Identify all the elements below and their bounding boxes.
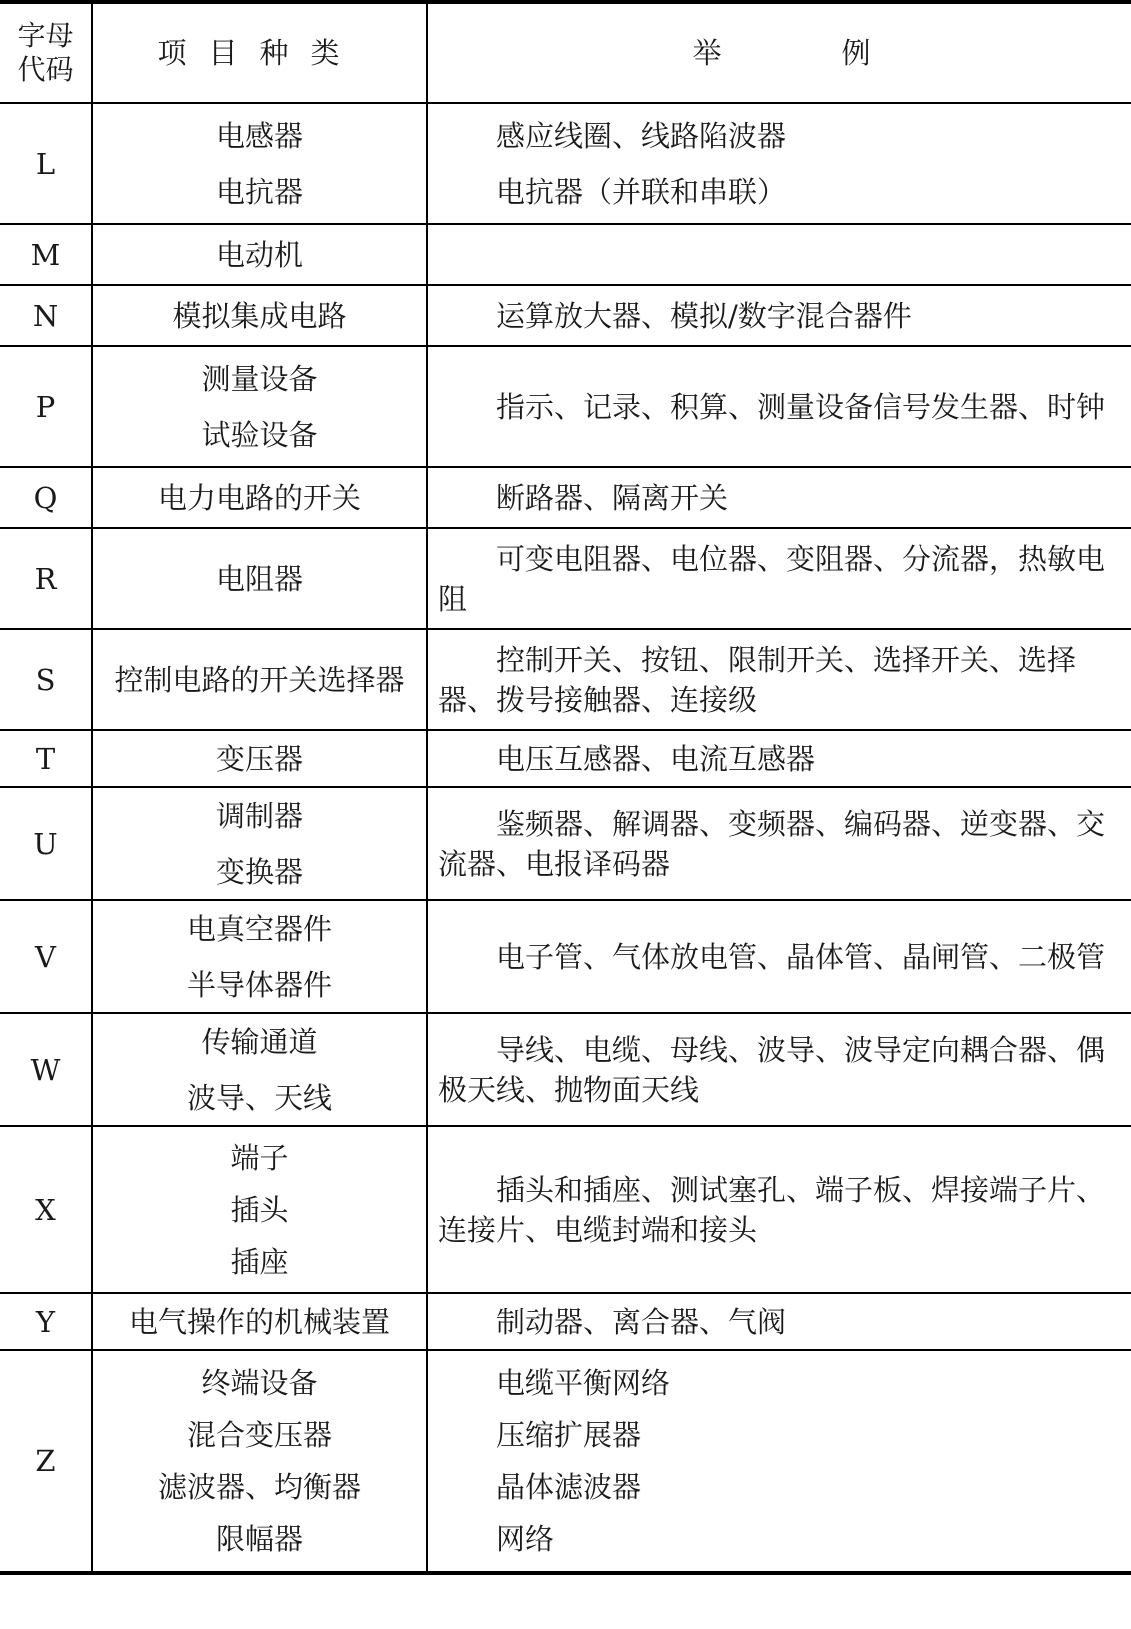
- example-text: 压缩扩展器: [496, 1418, 642, 1452]
- letter-code: U: [33, 826, 58, 861]
- header-example-a: 举: [692, 36, 722, 70]
- example-cell: [428, 731, 1131, 788]
- header-example-cell: [428, 4, 1131, 104]
- category-cell: [93, 529, 428, 630]
- example-cell: [428, 1294, 1131, 1351]
- category-item: 波导、天线: [186, 1080, 332, 1115]
- category-cell: [93, 347, 428, 468]
- code-cell: [0, 731, 93, 788]
- letter-code: Z: [35, 1444, 56, 1478]
- letter-code: T: [35, 741, 56, 776]
- letter-code: S: [35, 662, 56, 697]
- category-cell: [93, 1294, 428, 1351]
- example-text: 网络: [496, 1522, 555, 1556]
- category-item: 终端设备: [201, 1366, 318, 1400]
- letter-code: W: [30, 1052, 61, 1087]
- code-cell: [0, 901, 93, 1014]
- category-item: 半导体器件: [186, 967, 332, 1002]
- example-cell: [428, 225, 1131, 286]
- code-cell: [0, 1014, 93, 1127]
- code-cell: [0, 788, 93, 901]
- category-item: 限幅器: [215, 1522, 303, 1556]
- category-item: 变换器: [215, 854, 303, 889]
- category-cell: [93, 630, 428, 731]
- category-item: 模拟集成电路: [172, 298, 347, 333]
- code-cell: [0, 286, 93, 347]
- header-example-b: 例: [841, 36, 871, 70]
- category-cell: [93, 901, 428, 1014]
- example-cell: [428, 347, 1131, 468]
- example-cell: [428, 104, 1131, 225]
- example-cell: [428, 901, 1131, 1014]
- example-cell: [428, 1014, 1131, 1127]
- header-code-line2: 代码: [17, 53, 74, 86]
- category-item: 电力电路的开关: [157, 480, 361, 515]
- category-item: 变压器: [215, 741, 303, 776]
- letter-code: P: [35, 389, 56, 424]
- category-item: 测量设备: [201, 361, 318, 396]
- category-item: 插座: [230, 1244, 289, 1279]
- category-item: 端子: [230, 1140, 289, 1175]
- example-text: 感应线圈、线路陷波器: [496, 118, 787, 153]
- category-item: 电气操作的机械装置: [128, 1304, 390, 1339]
- example-text: 断路器、隔离开关: [496, 480, 729, 515]
- letter-code: M: [30, 237, 61, 272]
- category-cell: [93, 788, 428, 901]
- example-cell: [428, 529, 1131, 630]
- example-cell: [428, 630, 1131, 731]
- category-cell: [93, 104, 428, 225]
- code-cell: [0, 104, 93, 225]
- category-item: 控制电路的开关选择器: [114, 662, 405, 697]
- code-cell: [0, 529, 93, 630]
- category-item: 电真空器件: [186, 911, 332, 946]
- example-text: 电抗器（并联和串联）: [496, 174, 787, 209]
- letter-code: Y: [35, 1304, 56, 1339]
- category-cell: [93, 1014, 428, 1127]
- category-item: 插头: [230, 1192, 289, 1227]
- category-cell: [93, 1351, 428, 1571]
- letter-code: X: [35, 1192, 56, 1227]
- category-item: 电抗器: [215, 174, 303, 209]
- example-text: 电压互感器、电流互感器: [496, 741, 816, 776]
- example-cell: [428, 1127, 1131, 1294]
- category-item: 电阻器: [215, 561, 303, 596]
- category-item: 电动机: [215, 237, 303, 272]
- example-text: 电子管、气体放电管、晶体管、晶闸管、二极管: [496, 939, 1106, 974]
- category-item: 混合变压器: [186, 1418, 332, 1452]
- example-cell: [428, 788, 1131, 901]
- code-cell: [0, 225, 93, 286]
- category-cell: [93, 1127, 428, 1294]
- category-item: 滤波器、均衡器: [157, 1470, 361, 1504]
- letter-code: Q: [33, 480, 58, 515]
- code-cell: [0, 1127, 93, 1294]
- header-code-cell: [0, 4, 93, 104]
- category-cell: [93, 468, 428, 529]
- category-cell: [93, 286, 428, 347]
- example-text: 运算放大器、模拟/数字混合器件: [496, 298, 912, 333]
- letter-code: L: [35, 146, 56, 181]
- code-cell: [0, 630, 93, 731]
- example-text: 插头和插座、测试塞孔、端子板、焊接端子片、连接片、电缆封端和接头: [438, 1172, 1106, 1247]
- example-text: 可变电阻器、电位器、变阻器、分流器，热敏电阻: [438, 541, 1106, 616]
- category-item: 传输通道: [201, 1024, 318, 1059]
- example-text: 电缆平衡网络: [496, 1366, 671, 1400]
- category-item: 试验设备: [201, 417, 318, 452]
- example-cell: [428, 468, 1131, 529]
- category-cell: [93, 731, 428, 788]
- example-text: 导线、电缆、母线、波导、波导定向耦合器、偶极天线、抛物面天线: [438, 1032, 1106, 1107]
- category-cell: [93, 225, 428, 286]
- letter-code: N: [32, 298, 59, 333]
- example-text: 控制开关、按钮、限制开关、选择开关、选择器、拨号接触器、连接级: [438, 642, 1077, 717]
- example-text: 晶体滤波器: [496, 1470, 642, 1504]
- category-item: 电感器: [215, 118, 303, 153]
- example-text: 制动器、离合器、气阀: [496, 1304, 787, 1339]
- code-cell: [0, 1294, 93, 1351]
- header-category: 项目种类: [157, 36, 362, 70]
- example-cell: [428, 1351, 1131, 1571]
- code-cell: [0, 468, 93, 529]
- header-category-cell: [93, 4, 428, 104]
- example-text: 指示、记录、积算、测量设备信号发生器、时钟: [496, 389, 1106, 424]
- header-code-line1: 字母: [17, 19, 74, 52]
- code-cell: [0, 347, 93, 468]
- letter-code: R: [34, 561, 57, 596]
- category-item: 调制器: [215, 798, 303, 833]
- code-cell: [0, 1351, 93, 1571]
- example-cell: [428, 286, 1131, 347]
- example-text: 鉴频器、解调器、变频器、编码器、逆变器、交流器、电报译码器: [438, 806, 1106, 881]
- letter-code: V: [35, 939, 56, 974]
